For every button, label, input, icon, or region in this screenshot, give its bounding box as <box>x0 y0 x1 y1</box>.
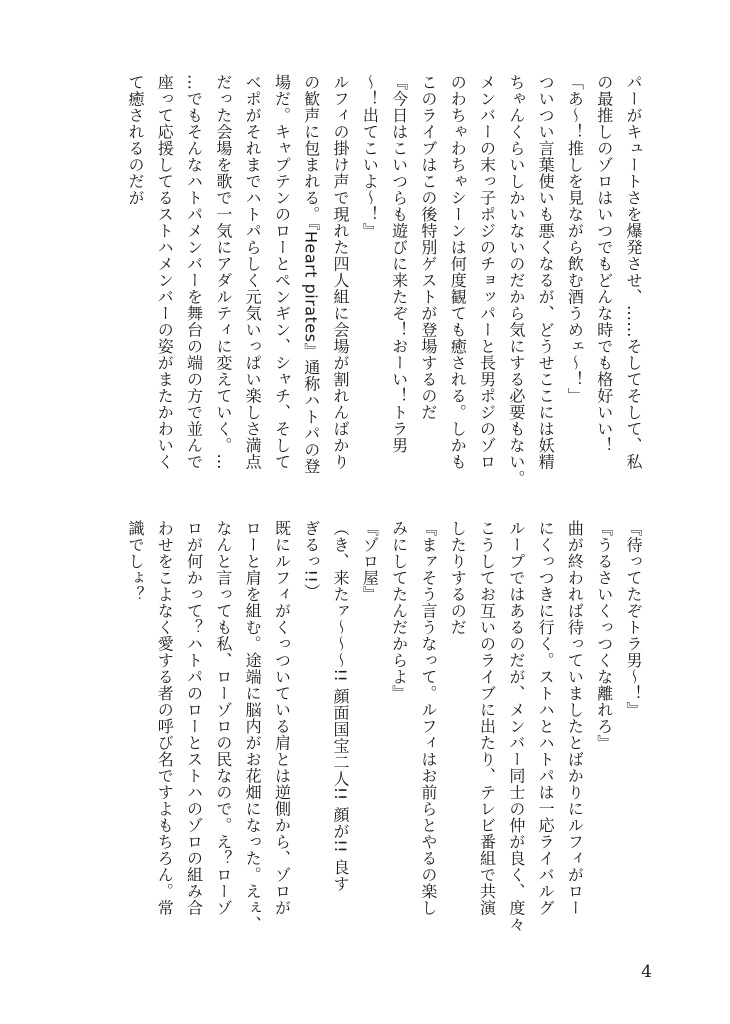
text-line: 『今日はこいつらも遊びに来たぞ！おーい！トラ男 <box>389 74 409 454</box>
text-line: 『待ってたぞトラ男〜！』 <box>624 520 643 718</box>
text-line: 『うるさいくっつくな離れろ』 <box>594 520 614 751</box>
text-line: 「あ〜！推しを見ながら飲む酒うめェ〜！」 <box>565 74 585 404</box>
page-number: 4 <box>641 962 652 982</box>
text-line: このライブはこの後特別ゲストが登場するのだ <box>418 74 438 421</box>
text-block-bottom <box>121 520 648 940</box>
text-line: 既にルフィがくっついている肩とは逆側から、ゾロが <box>272 520 292 916</box>
text-line: メンバーの末っ子ポジのチョッパーと長男ポジのゾロ <box>477 74 497 470</box>
text-line: ついつい言葉使いも悪くなるが、どうせここには妖精 <box>536 74 556 470</box>
text-line: て癒されるのだが <box>125 74 145 206</box>
text-line: 場だ。キャプテンのローとペンギン、シャチ、そして <box>272 74 292 470</box>
text-line: 曲が終われば待っていましたとばかりにルフィがロー <box>565 520 585 916</box>
text-line: 座って応援してるストハメンバーの姿がまたかわいく <box>155 74 175 470</box>
text-line: ロが何かって？ハトパのローとストハのゾロの組み合 <box>184 520 204 916</box>
text-line: こうしてお互いのライブに出たり、テレビ番組で共演 <box>477 520 497 916</box>
text-line: 『まァそう言うなって。ルフィはお前らとやるの楽し <box>418 520 438 916</box>
text-line: ぎるっ!!） <box>301 520 321 600</box>
text-line: わせをこよなく愛する者の呼び名ですよもちろん。常 <box>155 520 175 916</box>
text-line: …でもそんなハトパメンバーを舞台の端の方で並んで <box>184 74 204 470</box>
text-line: ベポがそれまでハトパらしく元気いっぱい楽しさ満点 <box>243 74 263 470</box>
text-line: みにしてたんだからよ』 <box>389 520 409 702</box>
text-line: の歓声に包まれる。『Heart pirates』通称ハトパの登 <box>301 74 321 475</box>
text-line: にくっつきに行く。ストハとハトパは一応ライバルグ <box>536 520 556 916</box>
text-line: ちゃんくらいしかいないのだから気にする必要もない。 <box>506 74 526 487</box>
text-line: 〜！出てこいよ〜！』 <box>360 74 380 239</box>
text-line: 『ゾロ屋』 <box>360 520 380 603</box>
text-line: なんと言っても私、ローゾロの民なので。え？ローゾ <box>213 520 233 916</box>
text-line: パーがキュートさを爆発させ、……そしてそして、私 <box>624 74 643 470</box>
text-line: ループではあるのだが、メンバー同士の仲が良く、度々 <box>506 520 526 933</box>
text-line: （き、来たァ〜〜〜!! 顔面国宝二人!! 顔が!! 良す <box>331 520 351 892</box>
text-line: の最推しのゾロはいつでもどんな時でも格好いい！ <box>594 74 614 454</box>
text-line: したりするのだ <box>448 520 468 636</box>
text-block-top <box>121 74 648 494</box>
text-line: ルフィの掛け声で現れた四人組に会場が割れんばかり <box>331 74 351 470</box>
text-line: ローと肩を組む。途端に脳内がお花畑になった。えぇ、 <box>243 520 263 933</box>
text-line: 識でしょ？ <box>125 520 145 603</box>
text-line: のわちゃわちゃシーンは何度観ても癒される。しかも <box>448 74 468 470</box>
text-line: だった会場を歌で一気にアダルティに変えていく。… <box>213 74 233 470</box>
